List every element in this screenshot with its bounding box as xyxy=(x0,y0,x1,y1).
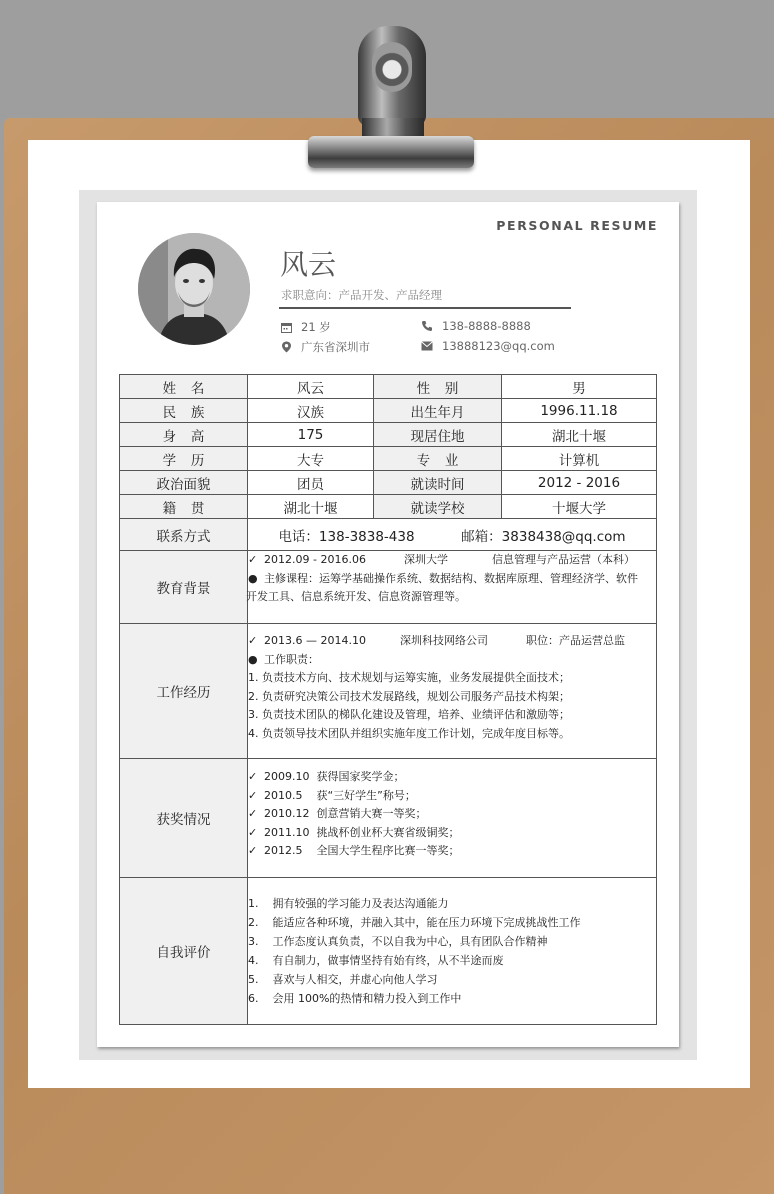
field-label: 性别 xyxy=(416,380,474,397)
field-value: 湖北十堰 xyxy=(248,495,374,519)
self-eval-label: 自我评价 xyxy=(120,878,248,1025)
self-eval-item: 5. 喜欢与人相交，并虚心向他人学习 xyxy=(248,973,438,986)
field-value: 2012 - 2016 xyxy=(502,471,657,495)
field-value: 风云 xyxy=(248,375,374,399)
edu-courses: 主修课程：运筹学基础操作系统、数据结构、数据库原理、管理经济学、软件 xyxy=(264,571,638,585)
work-duty-title: 工作职责： xyxy=(264,652,319,666)
candidate-name: 风云 xyxy=(280,248,337,281)
award-item: 2012.5 全国大学生程序比赛一等奖； xyxy=(264,844,460,857)
contact-phone: 电话：138-3838-438 xyxy=(278,528,415,545)
work-label: 工作经历 xyxy=(120,624,248,759)
award-item: 2010.5 获“三好学生”称号； xyxy=(264,788,416,802)
bullet-icon: ● xyxy=(248,652,258,666)
self-eval-item: 3. 工作态度认真负责，不以自我为中心，具有团队合作精神 xyxy=(248,935,548,948)
edu-period: 2012.09 - 2016.06 xyxy=(264,553,366,566)
phone-text: 138-8888-8888 xyxy=(442,319,531,333)
email-text: 13888123@qq.com xyxy=(442,339,555,353)
self-eval-item: 1. 拥有较强的学习能力及表达沟通能力 xyxy=(248,897,449,910)
field-label: 就读学校 xyxy=(374,495,502,519)
location-text: 广东省深圳市 xyxy=(301,340,370,354)
work-period: 2013.6 — 2014.10 xyxy=(264,634,366,647)
phone-icon xyxy=(421,320,433,332)
field-label: 民族 xyxy=(162,404,220,421)
edu-major: 信息管理与产品运营（本科） xyxy=(491,553,635,566)
check-icon: ✓ xyxy=(248,634,258,647)
field-value: 计算机 xyxy=(502,447,657,471)
field-label: 学历 xyxy=(162,452,220,469)
field-label: 就读时间 xyxy=(374,471,502,495)
avatar xyxy=(138,233,250,345)
calendar-icon xyxy=(281,322,292,333)
field-label: 出生年月 xyxy=(374,399,502,423)
field-value: 湖北十堰 xyxy=(502,423,657,447)
work-duty: 1. 负责技术方向、技术规划与运筹实施，业务发展提供全面技术； xyxy=(248,671,570,684)
award-item: 2009.10 获得国家奖学金； xyxy=(264,770,405,783)
self-eval-item: 6. 会用 100%的热情和精力投入到工作中 xyxy=(248,992,462,1005)
field-value: 大专 xyxy=(248,447,374,471)
check-icon: ✓ xyxy=(248,807,258,820)
work-company: 深圳科技网络公司 xyxy=(399,634,488,647)
self-eval-row xyxy=(120,878,657,1025)
awards-label: 获奖情况 xyxy=(120,759,248,878)
field-label: 身高 xyxy=(162,428,220,445)
field-label: 现居住地 xyxy=(374,423,502,447)
award-item: 2010.12 创意营销大赛一等奖； xyxy=(264,807,427,820)
table-row xyxy=(120,447,657,471)
work-position: 职位：产品运营总监 xyxy=(525,634,625,647)
field-value: 男 xyxy=(502,375,657,399)
envelope-icon xyxy=(421,341,433,351)
resume-label: PERSONAL RESUME xyxy=(496,218,658,233)
field-label: 专业 xyxy=(416,452,474,469)
edu-courses-cont: 开发工具、信息系统开发、信息资源管理等。 xyxy=(246,590,466,603)
field-label: 姓名 xyxy=(162,380,220,397)
self-eval-item: 2. 能适应各种环境，并融入其中，能在压力环境下完成挑战性工作 xyxy=(248,916,581,929)
job-intent: 求职意向：产品开发、产品经理 xyxy=(281,288,442,302)
education-row xyxy=(120,551,657,624)
bullet-icon: ● xyxy=(248,571,258,585)
field-value: 十堰大学 xyxy=(502,495,657,519)
field-value: 团员 xyxy=(248,471,374,495)
header-divider xyxy=(279,307,571,309)
phone-info xyxy=(421,319,531,333)
table-row xyxy=(120,471,657,495)
field-value: 1996.11.18 xyxy=(502,399,657,423)
field-label: 政治面貌 xyxy=(120,471,248,495)
check-icon: ✓ xyxy=(248,770,258,783)
age-info xyxy=(281,319,331,335)
location-pin-icon xyxy=(281,341,292,353)
table-row xyxy=(120,423,657,447)
resume-table xyxy=(119,374,657,1025)
edu-school: 深圳大学 xyxy=(403,553,448,566)
check-icon: ✓ xyxy=(248,825,258,839)
table-row xyxy=(120,375,657,399)
contact-email: 邮箱：3838438@qq.com xyxy=(461,528,626,545)
contact-row xyxy=(120,519,657,551)
work-row xyxy=(120,624,657,759)
field-value: 汉族 xyxy=(248,399,374,423)
work-duty: 3. 负责技术团队的梯队化建设及管理，培养、业绩评估和激励等； xyxy=(248,708,570,721)
check-icon: ✓ xyxy=(248,553,258,566)
work-duty: 2. 负责研究决策公司技术发展路线，规划公司服务产品技术构架； xyxy=(248,689,570,703)
award-item: 2011.10 挑战杯创业杯大赛省级铜奖； xyxy=(264,825,460,839)
self-eval-item: 4. 有自制力，做事情坚持有始有终，从不半途而废 xyxy=(248,954,504,967)
work-duty: 4. 负责领导技术团队并组织实施年度工作计划，完成年度目标等。 xyxy=(248,726,570,740)
binder-clip-hole xyxy=(372,42,412,92)
contact-label: 联系方式 xyxy=(120,519,248,551)
table-row xyxy=(120,399,657,423)
table-row xyxy=(120,495,657,519)
education-label: 教育背景 xyxy=(120,551,248,624)
portrait-image xyxy=(138,233,250,345)
age-text: 21 岁 xyxy=(301,320,331,334)
check-icon: ✓ xyxy=(248,788,258,802)
binder-clip-bar xyxy=(308,136,474,168)
check-icon: ✓ xyxy=(248,844,258,857)
field-label: 籍贯 xyxy=(162,500,220,517)
location-info xyxy=(281,339,370,355)
awards-row xyxy=(120,759,657,878)
email-info xyxy=(421,339,555,353)
field-value: 175 xyxy=(248,423,374,447)
